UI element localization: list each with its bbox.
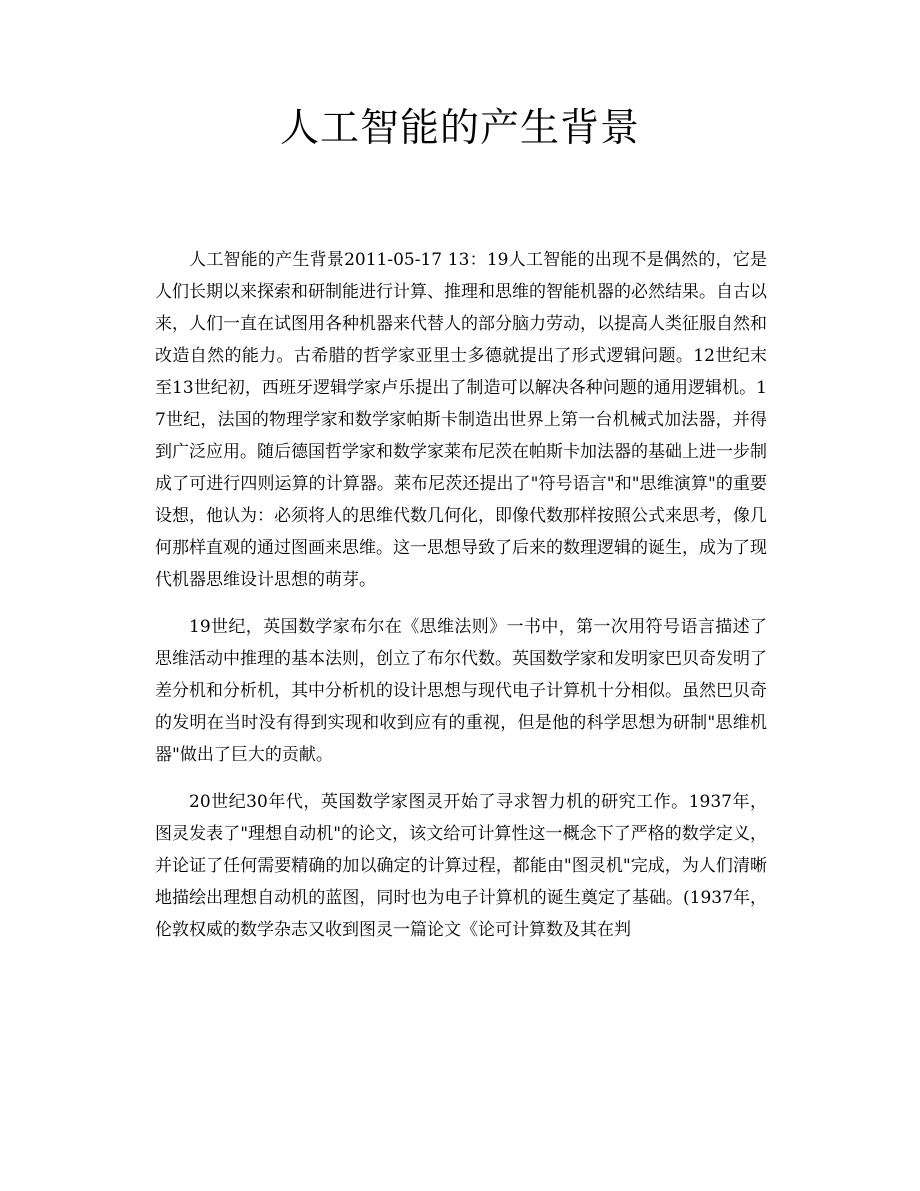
document-title: 人工智能的产生背景 (279, 106, 640, 151)
paragraph-1: 人工智能的产生背景2011-05-17 13：19人工智能的出现不是偶然的，它是人们长期以来探索和研制能进行计算、推理和思维的智能机器的必然结果。自古以来，人们一直在试图用各种机器来代替人的部分脑力劳动，以提高人类征服自然和改造自然的能力。古希腊的哲学家亚里士多德就提出了形式逻辑问题。12世纪末至13世纪初，西班牙逻辑学家卢乐提出了制造可以解决各种问题的通用逻辑机。17世纪，法国的物理学家和数学家帕斯卡制造出世界上第一台机械式加法器，并得到广泛应用。随后德国哲学家和数学家莱布尼茨在帕斯卡加法器的基础上进一步制成了可进行四则运算的计算器。莱布尼茨还提出了"符号语言"和"思维演算"的重要设想，他认为：必须将人的思维代数几何化，即像代数那样按照公式来思考，像几何那样直观的通过图画来思维。这一思想导致了后来的数理逻辑的诞生，成为了现代机器思维设计思想的萌芽。 (155, 250, 767, 590)
document-body (155, 244, 767, 961)
paragraph-2: 19世纪，英国数学家布尔在《思维法则》一书中，第一次用符号语言描述了思维活动中推理的基本法则，创立了布尔代数。英国数学家和发明家巴贝奇发明了差分机和分析机，其中分析机的设计思想与现代电子计算机十分相似。虽然巴贝奇的发明在当时没有得到实现和收到应有的重视，但是他的科学思想为研制"思维机器"做出了巨大的贡献。 (155, 617, 767, 765)
paragraph-3: 20世纪30年代，英国数学家图灵开始了寻求智力机的研究工作。1937年，图灵发表了"理想自动机"的论文，该文给可计算性这一概念下了严格的数学定义，并论证了任何需要精确的加以确定的计算过程，都能由"图灵机"完成，为人们清晰地描绘出理想自动机的蓝图，同时也为电子计算机的诞生奠定了基础。(1937年，伦敦权威的数学杂志又收到图灵一篇论文《论可计算数及其在判 (155, 792, 767, 940)
